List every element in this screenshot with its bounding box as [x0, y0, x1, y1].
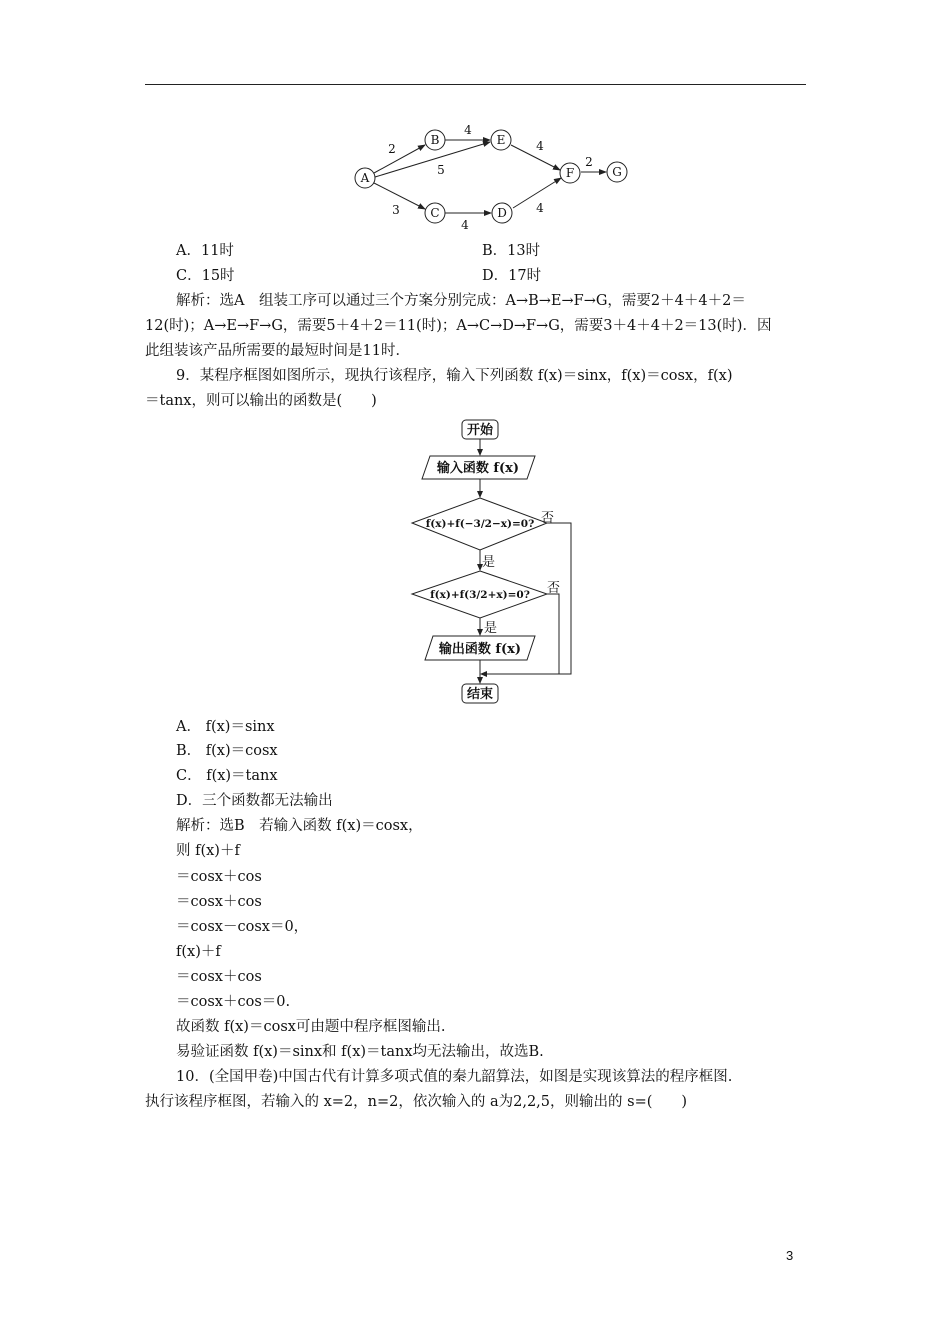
edge-a-c-weight: 3 — [392, 203, 400, 217]
q8-analysis-line-1: 解析：选A 组装工序可以通过三个方案分别完成：A→B→E→F→G，需要2＋4＋4＋2＝ — [176, 293, 746, 309]
edge-a-b — [374, 145, 425, 173]
q9-stem-line-2: ＝tanx，则可以输出的函数是( ) — [145, 393, 377, 409]
flow-start-label: 开始 — [466, 423, 494, 438]
q9-flowchart — [405, 415, 585, 710]
q8-option-d: D．17时 — [482, 268, 542, 284]
flow-yes-1: 是 — [482, 555, 496, 570]
q9-analysis-line-10: 易验证函数 f(x)＝sinx和 f(x)＝tanx均无法输出，故选B. — [176, 1044, 544, 1060]
process-network-diagram — [340, 120, 640, 235]
q9-option-d: D．三个函数都无法输出 — [176, 793, 333, 809]
q9-analysis-line-3: ＝cosx＋cos — [176, 869, 262, 885]
q9-analysis-line-5: ＝cosx－cosx＝0， — [176, 919, 309, 935]
q8-analysis-line-2: 12(时)；A→E→F→G，需要5＋4＋2＝11(时)；A→C→D→F→G，需要3＋4＋4＋2＝13(时)．因 — [145, 318, 772, 334]
q8-option-c: C．15时 — [176, 268, 235, 284]
flow-output-label: 输出函数 f(x) — [438, 642, 522, 657]
page-number: 3 — [786, 1248, 794, 1263]
node-g-label: G — [612, 165, 622, 179]
q9-analysis-line-7: ＝cosx＋cos — [176, 969, 262, 985]
q9-analysis-line-1: 解析：选B 若输入函数 f(x)＝cosx， — [176, 818, 423, 834]
node-c-label: C — [430, 206, 440, 220]
header-rule — [145, 84, 806, 85]
edge-f-g-weight: 2 — [585, 155, 593, 169]
q10-stem-line-1: 10．(全国甲卷)中国古代有计算多项式值的秦九韶算法，如图是实现该算法的程序框图. — [176, 1069, 733, 1085]
flow-cond1-label: f(x)+f(−3/2−x)=0? — [425, 518, 535, 530]
q9-analysis-line-9: 故函数 f(x)＝cosx可由题中程序框图输出. — [176, 1019, 446, 1035]
node-f-label: F — [565, 166, 575, 180]
q9-option-a: A． f(x)＝sinx — [176, 719, 275, 735]
edge-e-f-weight: 4 — [536, 139, 544, 153]
edge-b-e-weight: 4 — [464, 123, 472, 137]
flow-input-label: 输入函数 f(x) — [436, 461, 520, 476]
q9-option-c: C． f(x)＝tanx — [176, 768, 278, 784]
q9-analysis-line-8: ＝cosx＋cos＝0. — [176, 994, 291, 1010]
node-e-label: E — [496, 133, 506, 147]
q8-option-a: A．11时 — [176, 243, 234, 259]
edge-a-e-weight: 5 — [437, 163, 445, 177]
q8-option-b: B．13时 — [482, 243, 541, 259]
q9-stem-line-1: 9．某程序框图如图所示，现执行该程序，输入下列函数 f(x)＝sinx，f(x)＝cosx，f(x) — [176, 368, 733, 384]
flow-yes-2: 是 — [484, 621, 498, 636]
node-a-label: A — [360, 171, 370, 185]
edge-c-d-weight: 4 — [461, 218, 469, 232]
edge-d-f-weight: 4 — [536, 201, 544, 215]
q9-analysis-line-4: ＝cosx＋cos — [176, 894, 262, 910]
flow-no-path-2 — [547, 594, 559, 674]
q9-analysis-line-6: f(x)＋f — [176, 944, 221, 960]
q9-analysis-line-2: 则 f(x)＋f — [176, 843, 240, 859]
q9-option-b: B． f(x)＝cosx — [176, 743, 278, 759]
edge-a-b-weight: 2 — [388, 142, 396, 156]
q8-analysis-line-3: 此组装该产品所需要的最短时间是11时． — [145, 343, 410, 359]
flow-no-2: 否 — [547, 581, 561, 596]
flow-end-label: 结束 — [466, 687, 494, 702]
q10-stem-line-2: 执行该程序框图，若输入的 x=2，n=2，依次输入的 a为2,2,5，则输出的 s=( ) — [145, 1094, 688, 1110]
node-b-label: B — [430, 133, 440, 147]
flow-cond2-label: f(x)+f(3/2+x)=0? — [430, 589, 530, 601]
node-d-label: D — [497, 206, 507, 220]
flow-no-1: 否 — [541, 511, 555, 526]
